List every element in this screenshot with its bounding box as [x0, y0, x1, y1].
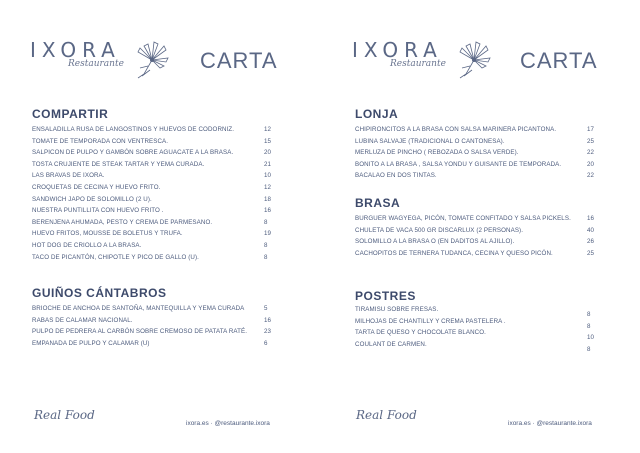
- flower-icon: [452, 38, 497, 83]
- item-name: HUEVO FRITOS, MOUSSE DE BOLETUS Y TRUFA.: [32, 230, 183, 238]
- item-name: MERLUZA DE PINCHO ( REBOZADA O SALSA VERDE).: [355, 149, 519, 157]
- list-item: [32, 230, 272, 242]
- section-title-brasa: BRASA: [355, 196, 401, 210]
- list-item: [355, 172, 595, 184]
- item-price: 6: [264, 339, 268, 347]
- list-item: [32, 184, 272, 196]
- list-item: [32, 340, 272, 352]
- logo: [352, 38, 492, 88]
- item-name: BRIOCHE DE ANCHOA DE SANTOÑA, MANTEQUILLA Y YEMA CURADA: [32, 305, 245, 312]
- section-guinos: [32, 305, 272, 351]
- item-price: 18: [264, 195, 272, 203]
- item-name: SOLOMILLO A LA BRASA O (EN DADITOS AL AJILLO).: [355, 238, 515, 246]
- section-title-postres: POSTRES: [355, 289, 416, 303]
- list-item: [355, 149, 595, 161]
- list-item: [355, 250, 595, 262]
- item-price: 10: [264, 172, 272, 180]
- item-price: 20: [264, 149, 272, 157]
- item-price: 5: [264, 305, 268, 312]
- list-item: [32, 149, 272, 161]
- item-name: BONITO A LA BRASA , SALSA YONDU Y GUISANTE DE TEMPORADA.: [355, 160, 562, 168]
- item-price: 12: [264, 126, 272, 133]
- item-name: NUESTRA PUNTILLITA CON HUEVO FRITO .: [32, 207, 164, 215]
- item-price: 15: [264, 137, 272, 145]
- item-name: PULPO DE PEDRERA AL CARBÓN SOBRE CREMOSO DE PATATA RATÉ.: [32, 328, 248, 336]
- list-item: [355, 227, 595, 239]
- item-price: 25: [587, 137, 595, 145]
- flower-icon: [130, 38, 175, 83]
- item-name: TOMATE DE TEMPORADA CON VENTRESCA.: [32, 137, 169, 145]
- list-item: [32, 317, 272, 329]
- section-lonja: [355, 126, 595, 184]
- item-name: BERENJENA AHUMADA, PESTO Y CREMA DE PARMESANO.: [32, 218, 213, 226]
- item-price: 12: [264, 183, 272, 191]
- item-name: ENSALADILLA RUSA DE LANGOSTINOS Y HUEVOS DE CODORNIZ.: [32, 126, 235, 133]
- list-item: [32, 254, 272, 266]
- section-title-lonja: LONJA: [355, 107, 399, 121]
- item-price: 21: [264, 160, 272, 168]
- item-name: CROQUETAS DE CECINA Y HUEVO FRITO.: [32, 183, 161, 191]
- right-column: [322, 0, 622, 453]
- item-name: BURGUER WAGYEGA, PICÓN, TOMATE CONFITADO Y SALSA PICKELS.: [355, 215, 571, 222]
- item-price: 10: [587, 334, 595, 342]
- list-item: [32, 219, 272, 231]
- section-title-compartir: COMPARTIR: [32, 107, 109, 121]
- logo-script: Restaurante: [390, 59, 446, 69]
- item-name: EMPANADA DE PULPO Y CALAMAR (U): [32, 339, 150, 347]
- item-name: TOSTA CRUJIENTE DE STEAK TARTAR Y YEMA CURADA.: [32, 160, 205, 168]
- item-price: 20: [587, 160, 595, 168]
- logo-text: IXORA: [352, 38, 443, 62]
- item-name: CHULETA DE VACA 500 GR DISCARLUX (2 PERSONAS).: [355, 226, 524, 234]
- item-name: HOT DOG DE CRIOLLO A LA BRASA.: [32, 241, 142, 249]
- list-item: [355, 318, 595, 330]
- logo-script: Restaurante: [68, 59, 124, 69]
- left-column: [0, 0, 300, 453]
- list-item: [355, 138, 595, 150]
- item-name: MILHOJAS DE CHANTILLY Y CREMA PASTELERA .: [355, 317, 506, 325]
- list-item: [355, 341, 595, 353]
- item-name: COULANT DE CARMEN.: [355, 340, 427, 348]
- list-item: [32, 305, 272, 317]
- list-item: [355, 238, 595, 250]
- logo-text: IXORA: [30, 38, 121, 62]
- tagline: Real Food: [356, 408, 417, 422]
- carta-title: CARTA: [200, 48, 278, 73]
- item-price: 22: [587, 149, 595, 157]
- section-postres: [355, 306, 595, 352]
- item-name: LAS BRAVAS DE IXORA.: [32, 172, 105, 180]
- carta-title: CARTA: [520, 48, 598, 73]
- list-item: [32, 172, 272, 184]
- item-name: TARTA DE QUESO Y CHOCOLATE BLANCO.: [355, 329, 486, 337]
- list-item: [32, 328, 272, 340]
- list-item: [355, 161, 595, 173]
- item-price: 22: [587, 172, 595, 180]
- list-item: [355, 329, 595, 341]
- item-price: 17: [587, 126, 595, 133]
- tagline: Real Food: [34, 408, 95, 422]
- list-item: [355, 306, 595, 318]
- website-handle: ixora.es · @restaurante.ixora: [186, 420, 270, 427]
- list-item: [32, 207, 272, 219]
- list-item: [32, 138, 272, 150]
- logo: [30, 38, 170, 88]
- item-price: 40: [587, 226, 595, 234]
- item-name: SANDWICH JAPO DE SOLOMILLO (2 U).: [32, 195, 152, 203]
- item-name: LUBINA SALVAJE (TRADICIONAL O CANTONESA).: [355, 137, 505, 145]
- list-item: [32, 126, 272, 138]
- list-item: [32, 196, 272, 208]
- item-price: 23: [264, 328, 272, 336]
- list-item: [32, 242, 272, 254]
- item-price: 26: [587, 238, 595, 246]
- item-name: CACHOPITOS DE TERNERA TUDANCA, CECINA Y QUESO PICÓN.: [355, 249, 553, 257]
- list-item: [355, 215, 595, 227]
- list-item: [355, 126, 595, 138]
- section-compartir: [32, 126, 272, 265]
- item-price: 25: [587, 249, 595, 257]
- item-name: BACALAO EN DOS TINTAS.: [355, 172, 437, 180]
- item-price: 16: [264, 316, 272, 324]
- section-title-guinos: GUIÑOS CÁNTABROS: [32, 286, 167, 300]
- item-name: RABAS DE CALAMAR NACIONAL.: [32, 316, 133, 324]
- item-price: 8: [587, 345, 591, 353]
- item-name: SALPICON DE PULPO Y GAMBÓN SOBRE AGUACATE A LA BRASA.: [32, 149, 234, 157]
- item-price: 8: [264, 253, 268, 261]
- item-price: 8: [264, 218, 268, 226]
- item-price: 8: [587, 311, 591, 318]
- item-price: 16: [587, 215, 595, 222]
- section-brasa: [355, 215, 595, 261]
- item-name: CHIPIRONCITOS A LA BRASA CON SALSA MARINERA PICANTONA.: [355, 126, 557, 133]
- list-item: [32, 161, 272, 173]
- item-price: 8: [587, 322, 591, 330]
- item-price: 19: [264, 230, 272, 238]
- item-price: 8: [264, 241, 268, 249]
- item-name: TIRAMISU SOBRE FRESAS.: [355, 306, 439, 313]
- item-name: TACO DE PICANTÓN, CHIPOTLE Y PICO DE GALLO (U).: [32, 253, 199, 261]
- website-handle: ixora.es · @restaurante.ixora: [508, 420, 592, 427]
- item-price: 16: [264, 207, 272, 215]
